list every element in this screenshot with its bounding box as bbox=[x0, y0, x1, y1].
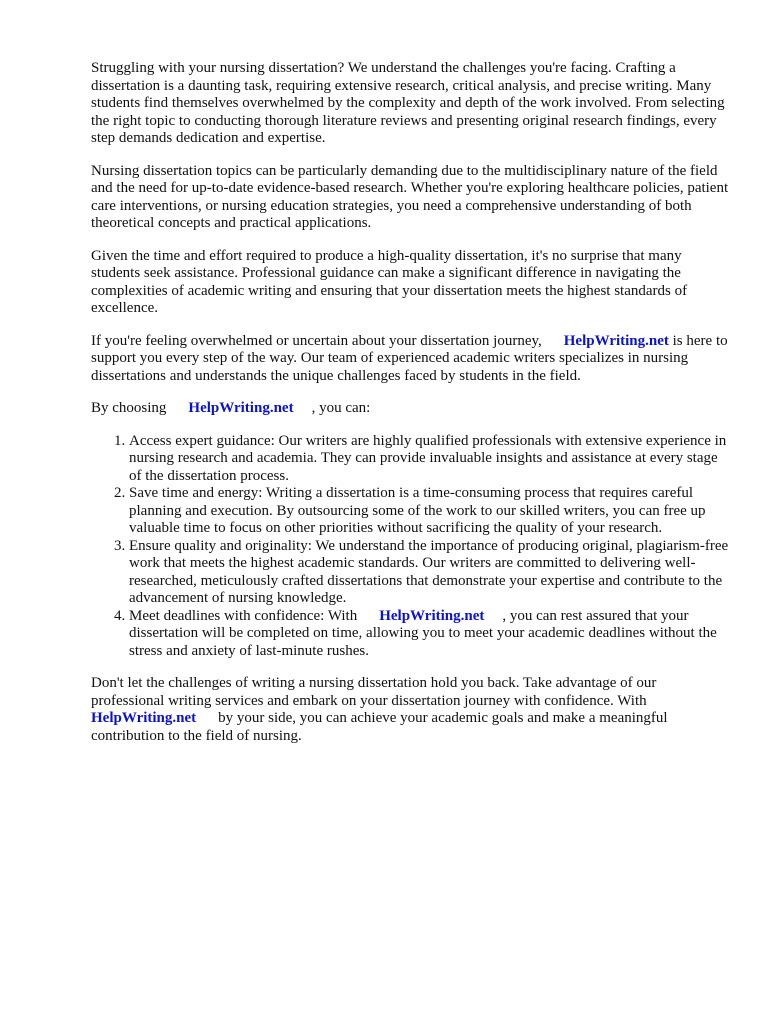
helpwriting-link[interactable]: HelpWriting.net bbox=[563, 332, 669, 349]
support-paragraph bbox=[91, 333, 731, 386]
choosing-text-after: , you can: bbox=[311, 400, 371, 416]
closing-text-after: by your side, you can achieve your academic goals and make a meaningful contribution to the field of nursing. bbox=[91, 710, 668, 744]
list-item: 3. Ensure quality and originality: We understand the importance of producing original, plagiarism-free work that meets the highest academic standards. Our writers are committed to delivering well-researched, meticulously crafted dissertations that demonstrate your expertise and contribute to the advancement of nursing knowledge. bbox=[129, 538, 731, 608]
helpwriting-link[interactable]: HelpWriting.net bbox=[188, 400, 294, 416]
choosing-paragraph bbox=[91, 400, 731, 418]
list-item: 1. Access expert guidance: Our writers are highly qualified professionals with extensive experience in nursing research and academia. They can provide invaluable insights and assistance at every stage of the dissertation process. bbox=[129, 433, 731, 486]
closing-text-before: Don't let the challenges of writing a nursing dissertation hold you back. Take advantage of our professional writing services and embark on your dissertation journey with confidence. With bbox=[91, 675, 657, 709]
list-item bbox=[129, 608, 731, 661]
choosing-text-before: By choosing bbox=[91, 400, 167, 416]
helpwriting-link[interactable]: HelpWriting.net bbox=[91, 710, 197, 726]
list-item: 2. Save time and energy: Writing a dissertation is a time-consuming process that requires careful planning and execution. By outsourcing some of the work to our skilled writers, you can free up valuable time to focus on other priorities without sacrificing the quality of your research. bbox=[129, 485, 731, 538]
document-page bbox=[91, 60, 731, 760]
benefits-list bbox=[91, 433, 731, 661]
support-text-after: is here to support you every step of the way. Our team of experienced academic writers specializes in nursing dissertations and understands the unique challenges faced by students in the field. bbox=[91, 332, 728, 384]
helpwriting-link[interactable]: HelpWriting.net bbox=[379, 607, 485, 624]
topics-paragraph: Nursing dissertation topics can be particularly demanding due to the multidisciplinary nature of the field and the need for up-to-date evidence-based research. Whether you're exploring healthcare policies, patient care interventions, or nursing education strategies, you need a comprehensive understanding of both theoretical concepts and practical applications. bbox=[91, 162, 729, 231]
support-text-before: If you're feeling overwhelmed or uncertain about your dissertation journey, bbox=[91, 332, 542, 349]
list-item-text-before: Meet deadlines with confidence: With bbox=[129, 607, 358, 624]
list-item-text-after: , you can rest assured that your dissertation will be completed on time, allowing you to meet your academic deadlines without the stress and anxiety of last-minute rushes. bbox=[129, 607, 717, 659]
intro-paragraph: Struggling with your nursing dissertation? We understand the challenges you're facing. Crafting a dissertation is a daunting task, requiring extensive research, critical analysis, and precise writing. Many students find themselves overwhelmed by the complexity and depth of the work involved. From selecting the right topic to conducting thorough literature reviews and presenting original research findings, every step demands dedication and expertise. bbox=[91, 60, 725, 146]
assistance-paragraph: Given the time and effort required to produce a high-quality dissertation, it's no surprise that many students seek assistance. Professional guidance can make a significant difference in navigating the complexities of academic writing and ensuring that your dissertation meets the highest standards of excellence. bbox=[91, 247, 688, 316]
closing-paragraph bbox=[91, 675, 731, 745]
